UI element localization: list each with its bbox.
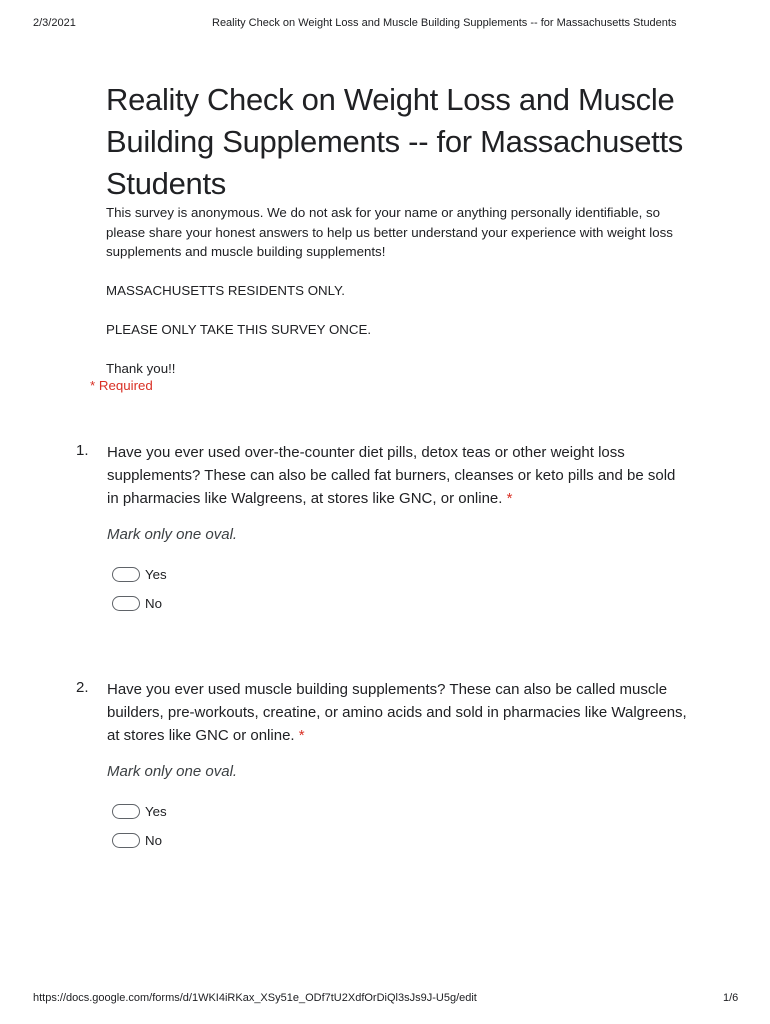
question-number: 1. (76, 442, 89, 459)
print-footer-page: 1/6 (723, 992, 739, 1004)
print-footer-url: https://docs.google.com/forms/d/1WKI4iRKax_XSy51e_ODf7tU2XdfOrDiQl3sJs9J-U5g/edit (33, 992, 477, 1004)
radio-oval[interactable] (112, 804, 140, 819)
option-yes[interactable] (112, 565, 167, 583)
option-no[interactable] (112, 831, 162, 849)
question-label: Have you ever used over-the-counter diet pills, detox teas or other weight loss supplements? These can also be called fat burners, cleanses or keto pills and be sold in pharmacies like Walgreens, at stores like GNC, or online. (107, 444, 676, 507)
question-hint: Mark only one oval. (107, 526, 238, 543)
question-number: 2. (76, 679, 89, 696)
question-text (107, 678, 687, 747)
question-hint: Mark only one oval. (107, 763, 238, 780)
option-label: No (145, 832, 162, 848)
print-header-title: Reality Check on Weight Loss and Muscle Building Supplements -- for Massachusetts Students (212, 17, 677, 29)
option-yes[interactable] (112, 802, 167, 820)
required-asterisk: * (298, 727, 305, 744)
required-note: * Required (90, 378, 153, 393)
radio-oval[interactable] (112, 833, 140, 848)
question-label: Have you ever used muscle building supplements? These can also be called muscle builders, pre-workouts, creatine, or amino acids and sold in pharmacies like Walgreens, at stores like GNC or online. (107, 681, 687, 744)
option-label: No (145, 595, 162, 611)
form-description (106, 203, 681, 379)
radio-oval[interactable] (112, 596, 140, 611)
print-header-date: 2/3/2021 (33, 17, 76, 29)
option-label: Yes (145, 803, 167, 819)
required-asterisk: * (506, 490, 513, 507)
question-text (107, 441, 687, 510)
option-no[interactable] (112, 594, 162, 612)
form-title: Reality Check on Weight Loss and Muscle Building Supplements -- for Massachusetts Students (106, 82, 683, 201)
option-label: Yes (145, 566, 167, 582)
description-paragraph: MASSACHUSETTS RESIDENTS ONLY. (106, 283, 345, 298)
radio-oval[interactable] (112, 567, 140, 582)
description-paragraph: PLEASE ONLY TAKE THIS SURVEY ONCE. (106, 322, 372, 337)
description-paragraph: Thank you!! (106, 361, 176, 376)
description-paragraph: This survey is anonymous. We do not ask for your name or anything personally identifiable, so please share your honest answers to help us better understand your experience with weight loss supplements and muscle building supplements! (106, 205, 673, 259)
